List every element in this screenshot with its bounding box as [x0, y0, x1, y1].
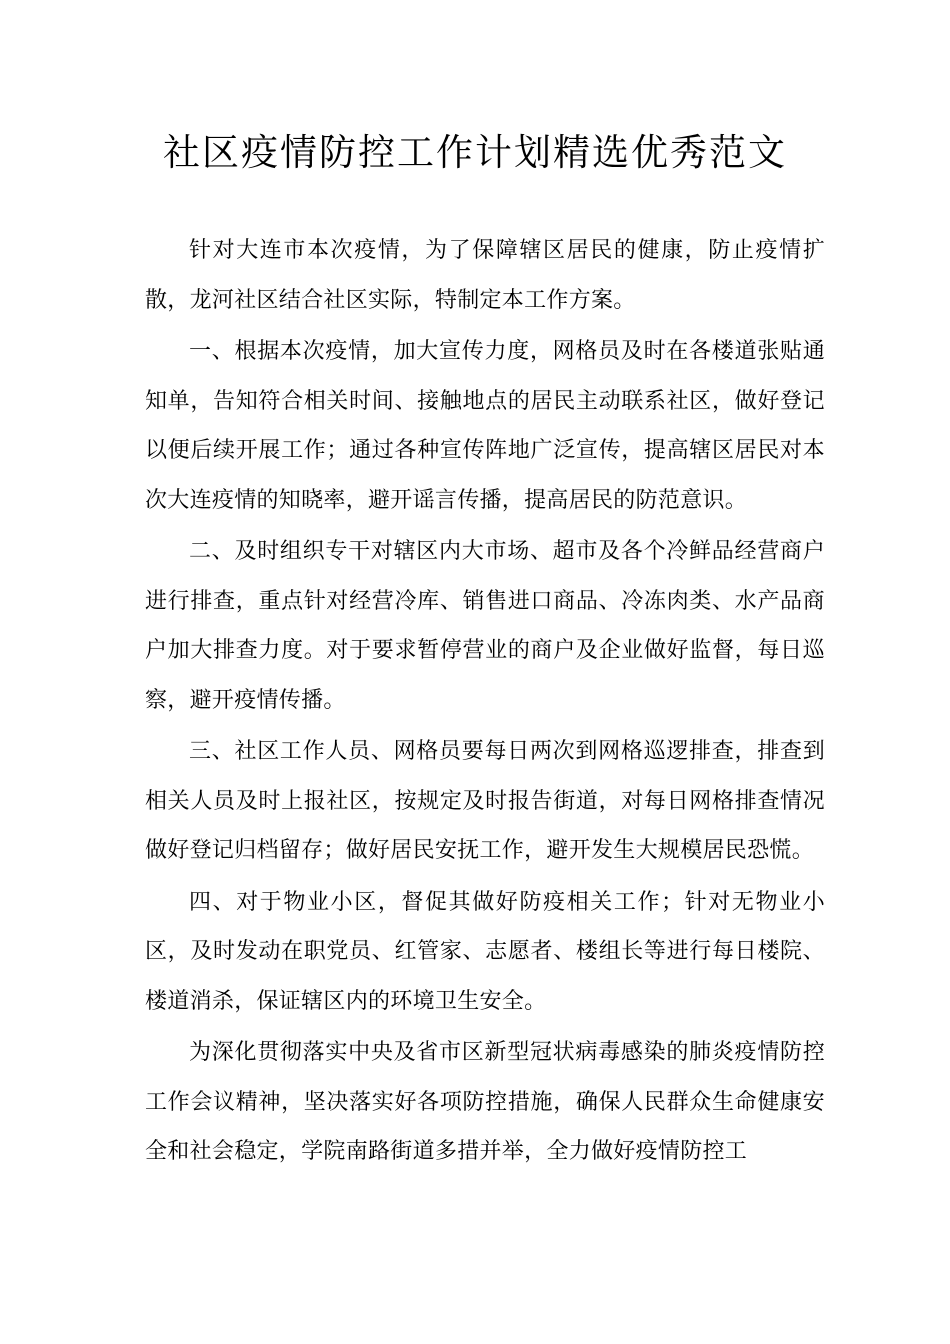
paragraph-intro: 针对大连市本次疫情，为了保障辖区居民的健康，防止疫情扩散，龙河社区结合社区实际，特制定本工作方案。	[145, 238, 825, 313]
paragraph-item-2: 二、及时组织专干对辖区内大市场、超市及各个冷鲜品经营商户进行排查，重点针对经营冷库、销售进口商品、冷冻肉类、水产品商户加大排查力度。对于要求暂停营业的商户及企业做好监督，每日巡察，避开疫情传播。	[145, 539, 825, 713]
document-body	[145, 226, 825, 1179]
paragraph-item-1: 一、根据本次疫情，加大宣传力度，网格员及时在各楼道张贴通知单，告知符合相关时间、接触地点的居民主动联系社区，做好登记以便后续开展工作；通过各种宣传阵地广泛宣传，提高辖区居民对本次大连疫情的知晓率，避开谣言传播，提高居民的防范意识。	[145, 339, 825, 513]
paragraph-continuation: 为深化贯彻落实中央及省市区新型冠状病毒感染的肺炎疫情防控工作会议精神，坚决落实好各项防控措施，确保人民群众生命健康安全和社会稳定，学院南路街道多措并举，全力做好疫情防控工	[145, 1040, 825, 1164]
document-title: 社区疫情防控工作计划精选优秀范文	[163, 131, 787, 174]
paragraph-item-3: 三、社区工作人员、网格员要每日两次到网格巡逻排查，排查到相关人员及时上报社区，按规定及时报告街道，对每日网格排查情况做好登记归档留存；做好居民安抚工作，避开发生大规模居民恐慌。	[145, 739, 825, 863]
paragraph-item-4: 四、对于物业小区，督促其做好防疫相关工作；针对无物业小区，及时发动在职党员、红管家、志愿者、楼组长等进行每日楼院、楼道消杀，保证辖区内的环境卫生安全。	[145, 889, 825, 1014]
